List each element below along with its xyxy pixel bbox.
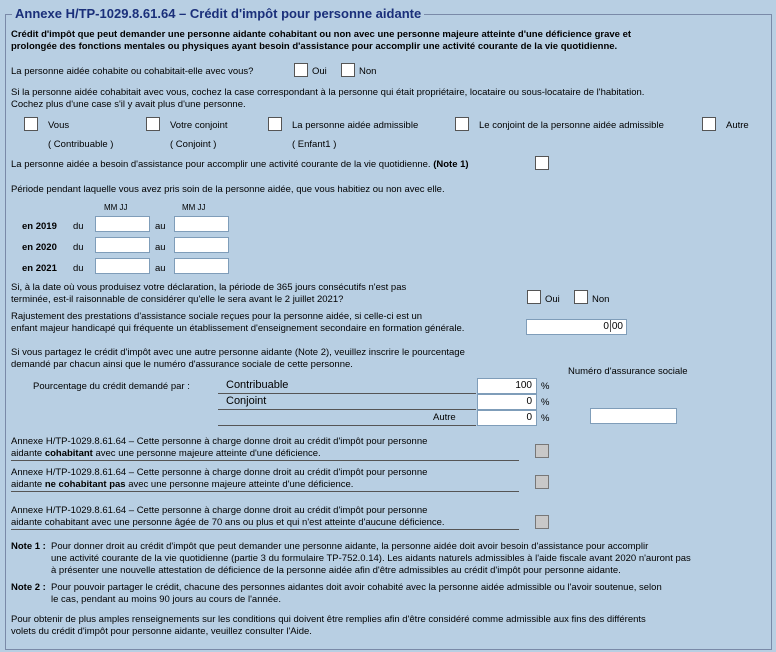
note1-line3: à présenter une nouvelle attestation de déficience de la personne aidée afin d'être admissibles au crédit d'impôt pour personne aidante. [51, 565, 621, 576]
annex-text: aidante [11, 479, 45, 490]
annex-emph: cohabitant [44, 448, 93, 459]
annex-item-2-checkbox[interactable] [535, 475, 549, 489]
divider [218, 393, 476, 394]
mmjj-au-label: MM JJ [182, 203, 206, 212]
period-2021-au-input[interactable] [174, 258, 229, 274]
period-2020-du-input[interactable] [95, 237, 150, 253]
note2-line2: le cas, pendant au moins 90 jours au cours de l'année. [51, 594, 281, 605]
period-2020-du: du [73, 242, 84, 253]
annex-item-3-line2: aidante cohabitant avec une personne âgée de 70 ans ou plus et qui n'est atteinte d'aucune déficience. [11, 517, 445, 528]
owner-conjoint-aidee-label: Le conjoint de la personne aidée admissible [479, 120, 664, 131]
intro-text-2: prolongée des fonctions mentales ou physiques ayant besoin d'assistance pour accomplir une activité courante de la vie quotidienne. [11, 41, 618, 52]
assistance-checkbox[interactable] [535, 156, 549, 170]
period-2020-label: en 2020 [22, 242, 57, 253]
owner-autre-checkbox[interactable] [702, 117, 716, 131]
owner-conjoint-label: Votre conjoint [170, 120, 228, 131]
period-2019-label: en 2019 [22, 221, 57, 232]
question-cochez: Si la personne aidée cohabitait avec vous, cochez la case correspondant à la personne qui était propriétaire, locataire ou sous-locataire de l'habitation. [11, 87, 645, 98]
cohabite-oui-checkbox[interactable] [294, 63, 308, 77]
q365-non-checkbox[interactable] [574, 290, 588, 304]
pct-conjoint-unit: % [541, 397, 550, 408]
pct-conjoint-input[interactable]: 0 [477, 394, 537, 410]
question-365: Si, à la date où vous produisez votre déclaration, la période de 365 jours consécutifs n'est pas [11, 282, 407, 293]
annex-item-1-checkbox[interactable] [535, 444, 549, 458]
annex-item-2-line1: Annexe H/TP-1029.8.61.64 – Cette personne à charge donne droit au crédit d'impôt pour personne [11, 467, 428, 478]
period-2021-label: en 2021 [22, 263, 57, 274]
annex-item-2-line2 [11, 479, 353, 490]
note1-line1: Pour donner droit au crédit d'impôt que peut demander une personne aidante, la personne aidée doit avoir besoin d'assistance pour accomplir [51, 541, 649, 552]
q365-oui-checkbox[interactable] [527, 290, 541, 304]
annex-emph: ne cohabitant pas [44, 479, 126, 490]
note2-label: Note 2 : [11, 582, 46, 593]
divider [11, 529, 519, 530]
period-2021-au: au [155, 263, 166, 274]
pct-label: Pourcentage du crédit demandé par : [33, 381, 190, 392]
assistance-text: La personne aidée a besoin d'assistance pour accomplir une activité courante de la vie quotidienne. [11, 159, 431, 170]
owner-conjoint-aidee-checkbox[interactable] [455, 117, 469, 131]
pct-contribuable-unit: % [541, 381, 550, 392]
owner-aidee-sub: ( Enfant1 ) [292, 139, 337, 150]
nas-header: Numéro d'assurance sociale [568, 366, 688, 377]
owner-vous-sub: ( Contribuable ) [48, 139, 114, 150]
divider [218, 409, 476, 410]
pct-autre-input[interactable]: 0 [477, 410, 537, 426]
intro-text: Crédit d'impôt que peut demander une personne aidante cohabitant ou non avec une personne majeure atteinte d'une déficience grave et [11, 29, 632, 40]
non-label: Non [359, 66, 377, 77]
owner-vous-checkbox[interactable] [24, 117, 38, 131]
q365-oui-label: Oui [545, 294, 560, 305]
note1-ref: (Note 1) [433, 159, 469, 170]
period-2020-au: au [155, 242, 166, 253]
period-2021-du: du [73, 263, 84, 274]
form-title: Annexe H/TP-1029.8.61.64 – Crédit d'impôt pour personne aidante [12, 6, 424, 21]
footer-line2: volets du crédit d'impôt pour personne aidante, veuillez consulter l'Aide. [11, 626, 312, 637]
annex-text: avec une personne majeure atteinte d'une déficience. [125, 479, 354, 490]
pct-contribuable-name: Contribuable [226, 379, 289, 391]
divider [11, 460, 519, 461]
owner-aidee-checkbox[interactable] [268, 117, 282, 131]
question-365-2: terminée, est-il raisonnable de considérer qu'elle le sera avant le 2 juillet 2021? [11, 294, 344, 305]
period-2019-au-input[interactable] [174, 216, 229, 232]
annex-item-3-line1: Annexe H/TP-1029.8.61.64 – Cette personne à charge donne droit au crédit d'impôt pour personne [11, 505, 428, 516]
owner-autre-label: Autre [726, 120, 749, 131]
oui-label: Oui [312, 66, 327, 77]
divider [11, 491, 519, 492]
pct-contribuable-input[interactable]: 100 [477, 378, 537, 394]
cohabite-non-checkbox[interactable] [341, 63, 355, 77]
annex-text: avec une personne majeure atteinte d'une déficience. [92, 448, 321, 459]
period-2019-du-input[interactable] [95, 216, 150, 232]
question-ajustement-2: enfant majeur handicapé qui fréquente un établissement d'enseignement secondaire en formation générale. [11, 323, 465, 334]
period-2020-au-input[interactable] [174, 237, 229, 253]
annex-item-1-line2 [11, 448, 321, 459]
owner-aidee-label: La personne aidée admissible [292, 120, 419, 131]
owner-vous-label: Vous [48, 120, 70, 131]
note2-line1: Pour pouvoir partager le crédit, chacune des personnes aidantes doit avoir cohabité avec la personne aidée admissible ou l'avoir soutenue, selon [51, 582, 662, 593]
q365-non-label: Non [592, 294, 610, 305]
question-partage: Si vous partagez le crédit d'impôt avec une autre personne aidante (Note 2), veuillez inscrire le pourcentage [11, 347, 465, 358]
annex-item-3-checkbox[interactable] [535, 515, 549, 529]
question-ajustement: Rajustement des prestations d'assistance sociale reçues pour la personne aidée, si celle-ci est un [11, 311, 423, 322]
question-cohabite: La personne aidée cohabite ou cohabitait-elle avec vous? [11, 66, 254, 77]
period-2021-du-input[interactable] [95, 258, 150, 274]
owner-conjoint-checkbox[interactable] [146, 117, 160, 131]
question-periode: Période pendant laquelle vous avez pris soin de la personne aidée, que vous habitiez ou non avec elle. [11, 184, 445, 195]
nas-autre-input[interactable] [590, 408, 677, 424]
divider [218, 425, 476, 426]
ajustement-input[interactable] [526, 319, 627, 335]
pct-autre-unit: % [541, 413, 550, 424]
footer-line1: Pour obtenir de plus amples renseignements sur les conditions qui doivent être remplies afin d'être considéré comme admissible aux fins des différents [11, 614, 646, 625]
period-2019-au: au [155, 221, 166, 232]
annex-item-1-line1: Annexe H/TP-1029.8.61.64 – Cette personne à charge donne droit au crédit d'impôt pour personne [11, 436, 428, 447]
question-partage-2: demandé par chacun ainsi que le numéro d'assurance sociale de cette personne. [11, 359, 353, 370]
ajustement-cents: 00 [611, 321, 623, 332]
question-assistance [11, 159, 469, 170]
period-2019-du: du [73, 221, 84, 232]
owner-conjoint-sub: ( Conjoint ) [170, 139, 217, 150]
pct-autre-name: Autre [433, 412, 456, 423]
annex-text: aidante [11, 448, 45, 459]
note1-label: Note 1 : [11, 541, 46, 552]
pct-conjoint-name: Conjoint [226, 395, 267, 407]
mmjj-du-label: MM JJ [104, 203, 128, 212]
note1-line2: une activité courante de la vie quotidienne (partie 3 du formulaire TP-752.0.14). Les aidants naturels admissibles à l'aide fiscale avant 2020 n'auront pas [51, 553, 691, 564]
question-cochez-2: Cochez plus d'une case s'il y avait plus d'une personne. [11, 99, 246, 110]
ajustement-value: 0 [603, 321, 609, 332]
